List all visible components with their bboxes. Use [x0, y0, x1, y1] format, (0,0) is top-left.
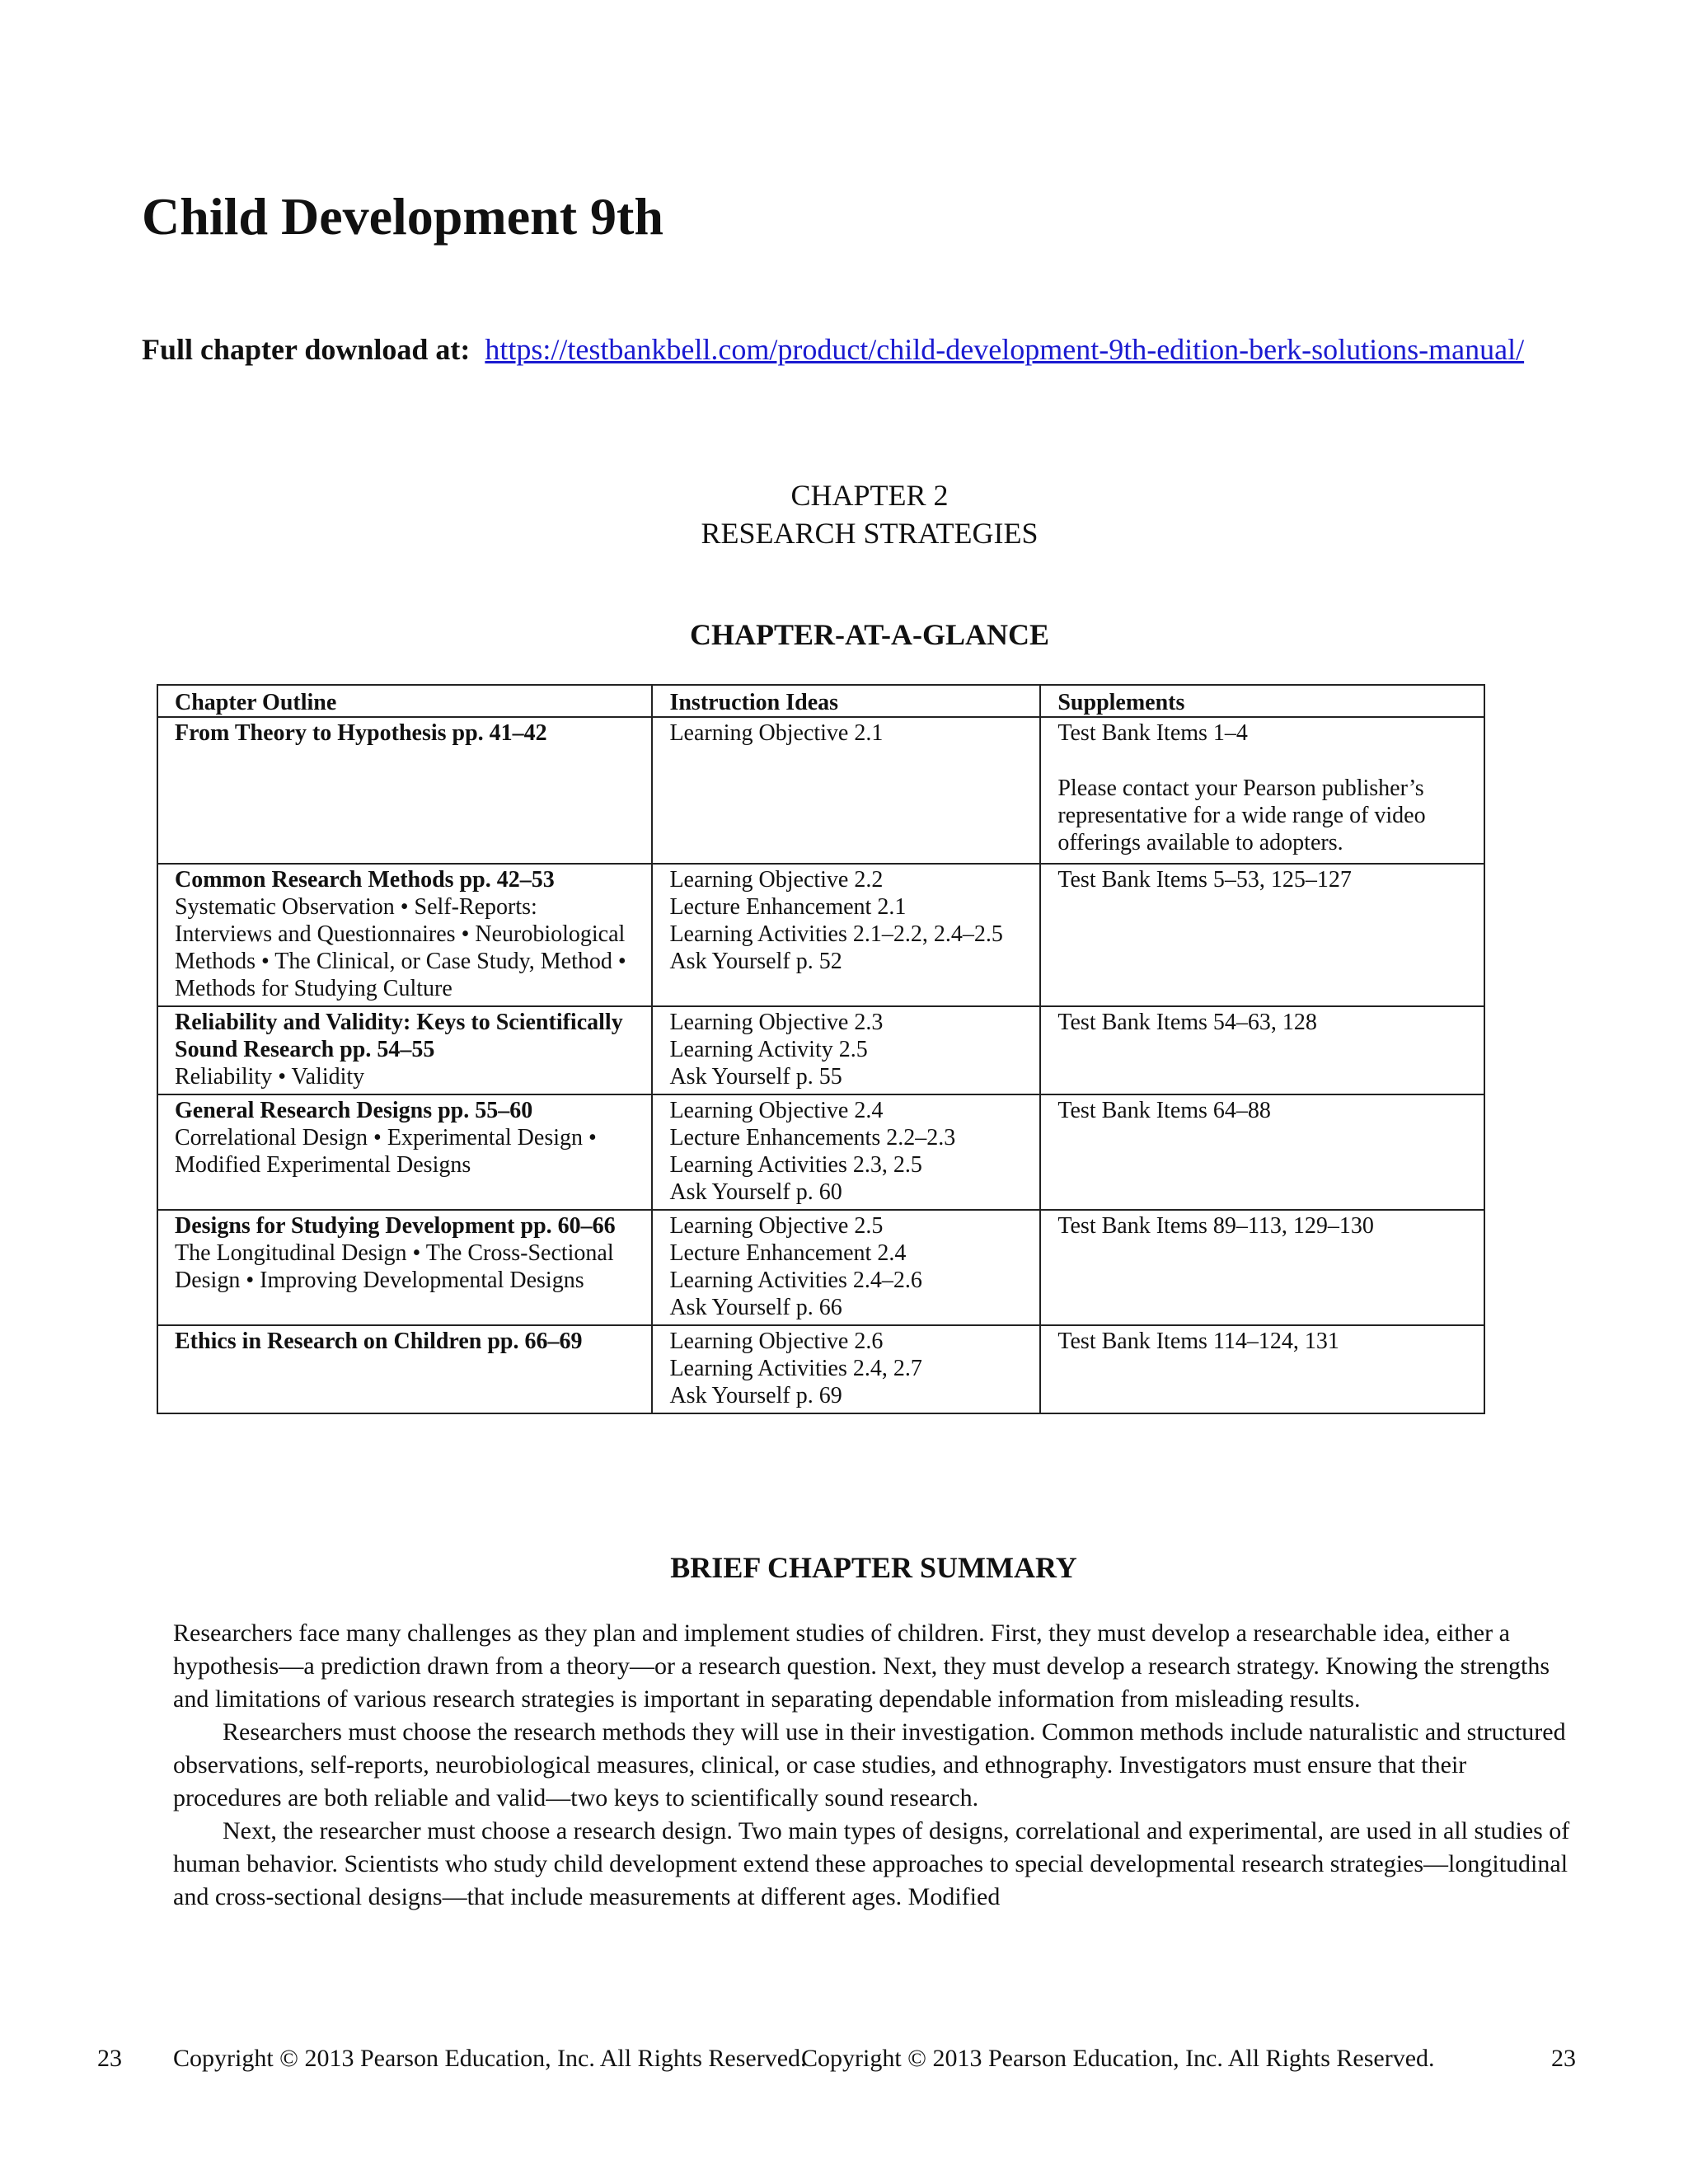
instruction-cell [652, 717, 1040, 864]
summary-paragraph: Researchers must choose the research methods they will use in their investigation. Common methods include naturalistic and structured observations, self-reports, neurobiological measures, clinical, or case studies, and ethnography. Investigators must ensure that their procedures are both reliable and valid—two keys to scientifically sound research. [173, 1718, 1566, 1811]
supplements-cell [1040, 864, 1484, 1006]
summary-body [173, 1617, 1574, 1914]
chapter-number: CHAPTER 2 [790, 479, 949, 512]
instruction-item: Lecture Enhancement 2.1 [669, 894, 907, 920]
section-title: Reliability and Validity: Keys to Scientifically Sound Research pp. 54–55 [175, 1010, 623, 1062]
instruction-item: Ask Yourself p. 52 [669, 949, 842, 974]
outline-cell [157, 1325, 652, 1413]
supplement-item: Test Bank Items 89–113, 129–130 [1057, 1213, 1374, 1239]
instruction-item: Lecture Enhancements 2.2–2.3 [669, 1125, 956, 1151]
table-row [157, 1094, 1484, 1210]
instruction-item: Learning Objective 2.4 [669, 1098, 884, 1123]
instruction-item: Learning Activities 2.4–2.6 [669, 1268, 922, 1293]
summary-paragraph: Next, the researcher must choose a research design. Two main types of designs, correlational and experimental, are used in all studies of human behavior. Scientists who study child development extend these approaches to special developmental research strategies—longitudinal and cross-sectional designs—that include measurements at different ages. Modified [173, 1817, 1570, 1910]
instruction-item: Learning Objective 2.6 [669, 1329, 884, 1354]
summary-title: BRIEF CHAPTER SUMMARY [670, 1551, 1077, 1584]
footer-page-number-left: 23 [97, 2045, 122, 2072]
section-title: Common Research Methods pp. 42–53 [175, 867, 555, 893]
instruction-item: Learning Objective 2.3 [669, 1010, 884, 1035]
outline-cell [157, 717, 652, 864]
table-row [157, 864, 1484, 1006]
outline-cell [157, 1006, 652, 1094]
document-title: Child Development 9th [142, 187, 663, 246]
supplements-cell [1040, 717, 1484, 864]
section-title: Designs for Studying Development pp. 60–66 [175, 1213, 616, 1239]
section-topics: The Longitudinal Design • The Cross-Sectional Design • Improving Developmental Designs [175, 1240, 614, 1293]
header-instruction-ideas: Instruction Ideas [652, 685, 1040, 717]
section-topics: Correlational Design • Experimental Design • Modified Experimental Designs [175, 1125, 597, 1178]
instruction-cell [652, 1210, 1040, 1325]
instruction-cell [652, 1325, 1040, 1413]
outline-cell [157, 864, 652, 1006]
instruction-item: Learning Activities 2.4, 2.7 [669, 1356, 922, 1381]
header-chapter-outline: Chapter Outline [157, 685, 652, 717]
table-row [157, 1325, 1484, 1413]
chapter-at-a-glance-table [157, 684, 1485, 1414]
supplements-cell [1040, 1210, 1484, 1325]
instruction-item: Learning Activities 2.1–2.2, 2.4–2.5 [669, 921, 1003, 947]
download-line [142, 330, 1609, 369]
table-row [157, 1210, 1484, 1325]
footer-copyright-left: Copyright © 2013 Pearson Education, Inc. All Rights Reserved. [173, 2045, 807, 2072]
chapter-heading [0, 476, 1688, 552]
supplement-note: Please contact your Pearson publisher’s representative for a wide range of video offerings available to adopters. [1057, 776, 1426, 855]
supplement-item: Test Bank Items 64–88 [1057, 1098, 1271, 1123]
glance-title: CHAPTER-AT-A-GLANCE [689, 618, 1050, 651]
instruction-item: Learning Objective 2.2 [669, 867, 884, 893]
supplements-cell [1040, 1006, 1484, 1094]
table-row [157, 1006, 1484, 1094]
section-topics: Reliability • Validity [175, 1064, 365, 1090]
instruction-item: Ask Yourself p. 60 [669, 1179, 842, 1205]
instruction-item: Lecture Enhancement 2.4 [669, 1240, 907, 1266]
header-supplements: Supplements [1040, 685, 1484, 717]
instruction-cell [652, 864, 1040, 1006]
outline-cell [157, 1094, 652, 1210]
download-label: Full chapter download at: [142, 333, 471, 366]
chapter-name: RESEARCH STRATEGIES [701, 517, 1039, 550]
section-title: General Research Designs pp. 55–60 [175, 1098, 533, 1123]
section-title: Ethics in Research on Children pp. 66–69 [175, 1329, 583, 1354]
table-row [157, 717, 1484, 864]
summary-paragraph: Researchers face many challenges as they plan and implement studies of children. First, they must develop a researchable idea, either a hypothesis—a prediction drawn from a theory—or a research question. Next, they must develop a research strategy. Knowing the strengths and limitations of various research strategies is important in separating dependable information from misleading results. [173, 1619, 1550, 1713]
section-title: From Theory to Hypothesis pp. 41–42 [175, 720, 547, 746]
supplement-item: Test Bank Items 114–124, 131 [1057, 1329, 1339, 1354]
supplement-item: Test Bank Items 5–53, 125–127 [1057, 867, 1352, 893]
table-header-row [157, 685, 1484, 717]
instruction-item: Learning Objective 2.1 [669, 720, 884, 746]
supplements-cell [1040, 1094, 1484, 1210]
instruction-cell [652, 1006, 1040, 1094]
footer-page-number-right: 23 [1551, 2045, 1576, 2072]
instruction-item: Learning Objective 2.5 [669, 1213, 884, 1239]
instruction-item: Ask Yourself p. 55 [669, 1064, 842, 1090]
supplements-cell [1040, 1325, 1484, 1413]
supplement-item: Test Bank Items 54–63, 128 [1057, 1010, 1317, 1035]
instruction-item: Learning Activity 2.5 [669, 1037, 868, 1062]
download-link[interactable]: https://testbankbell.com/product/child-development-9th-edition-berk-solutions-manual/ [485, 333, 1525, 366]
section-topics: Systematic Observation • Self-Reports: Interviews and Questionnaires • Neurobiological Methods • The Clinical, or Case Study, Method • Methods for Studying Culture [175, 894, 626, 1001]
instruction-item: Ask Yourself p. 66 [669, 1295, 842, 1320]
instruction-item: Ask Yourself p. 69 [669, 1383, 842, 1408]
supplement-item: Test Bank Items 1–4 [1057, 720, 1248, 746]
instruction-cell [652, 1094, 1040, 1210]
outline-cell [157, 1210, 652, 1325]
footer-copyright-right: Copyright © 2013 Pearson Education, Inc. All Rights Reserved. [801, 2045, 1435, 2072]
instruction-item: Learning Activities 2.3, 2.5 [669, 1152, 922, 1178]
